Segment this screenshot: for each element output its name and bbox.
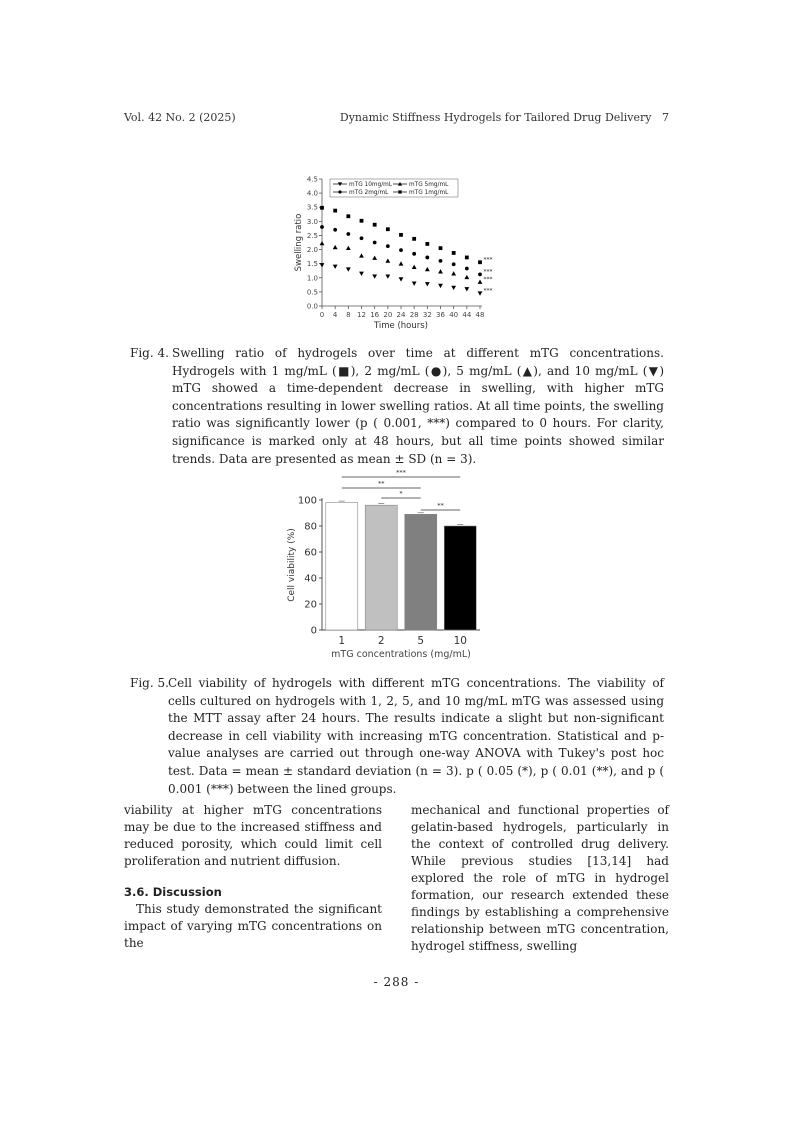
journal-volume: Vol. 42 No. 2 (2025) [124, 111, 236, 124]
data-point [451, 271, 456, 275]
y-tick-label: 0.5 [306, 288, 318, 297]
data-point [412, 252, 416, 256]
x-tick-label: 16 [370, 311, 380, 319]
data-point [478, 272, 482, 276]
data-point [373, 223, 377, 227]
y-tick-label: 0 [310, 625, 317, 637]
paragraph: mechanical and functional properties of gelatin-based hydrogels, particularly in the context of controlled drug delivery. While previous studies [13,14] had explored the role of mTG in hydrogel formation, our research extended these findings by establishing a comprehensive relationship between mTG concentration, hydrogel stiffness, swelling [411, 803, 669, 953]
legend-entry: mTG 10mg/mL [349, 182, 393, 189]
x-tick-label: 28 [409, 311, 419, 319]
data-point [451, 286, 456, 290]
data-point [439, 259, 443, 263]
y-tick-label: 2.0 [306, 246, 318, 255]
significance-label: *** [396, 468, 406, 477]
data-point [333, 228, 337, 232]
data-point [464, 287, 469, 291]
significance-label: *** [483, 256, 493, 264]
data-point [425, 256, 429, 260]
data-point [333, 245, 338, 249]
data-point [478, 260, 482, 264]
x-tick-label: 40 [449, 311, 459, 319]
legend-entry: mTG 5mg/mL [409, 182, 449, 189]
x-tick-label: 10 [453, 635, 467, 647]
data-point [439, 246, 443, 250]
data-point [373, 241, 377, 245]
data-point [372, 274, 377, 278]
bar [326, 503, 358, 630]
data-point [425, 282, 430, 286]
figure-5-label: Fig. 5. [130, 676, 169, 690]
legend-marker [398, 190, 401, 193]
data-point [320, 225, 324, 229]
data-point [465, 256, 469, 260]
x-tick-label: 32 [422, 311, 432, 319]
bar [444, 526, 476, 630]
y-tick-label: 1.5 [306, 260, 318, 269]
x-axis-title: mTG concentrations (mg/mL) [331, 649, 471, 660]
data-point [412, 265, 417, 269]
data-point [346, 214, 350, 218]
significance-label: * [399, 489, 403, 498]
data-point [346, 246, 351, 250]
x-tick-label: 5 [417, 635, 425, 647]
data-point [372, 256, 377, 260]
paragraph: This study demonstrated the significant impact of varying mTG concentrations on the [124, 902, 382, 950]
y-tick-label: 80 [304, 521, 317, 533]
legend-entry: mTG 2mg/mL [349, 190, 389, 197]
significance-label: *** [483, 268, 493, 276]
data-point [438, 284, 443, 288]
data-point [399, 277, 404, 281]
x-tick-label: 36 [436, 311, 445, 319]
y-tick-label: 100 [297, 495, 317, 507]
x-tick-label: 24 [396, 311, 406, 319]
data-point [333, 209, 337, 213]
y-tick-label: 2.5 [306, 231, 318, 240]
x-tick-label: 0 [319, 311, 325, 319]
data-point [478, 280, 483, 284]
significance-label: ** [437, 501, 444, 510]
x-tick-label: 8 [346, 311, 351, 319]
legend-entry: mTG 1mg/mL [409, 190, 449, 197]
y-tick-label: 3.5 [306, 203, 318, 212]
x-tick-label: 1 [338, 635, 346, 647]
x-tick-label: 4 [332, 311, 338, 319]
data-point [452, 251, 456, 255]
paragraph: viability at higher mTG concentrations may be due to the increased stiffness and reduced porosity, which could limit cell proliferation and nutrient diffusion. [124, 803, 382, 868]
figure-4-caption [130, 345, 664, 468]
running-title: Dynamic Stiffness Hydrogels for Tailored Drug Delivery 7 [339, 111, 669, 124]
page-number: - 288 - [373, 975, 420, 989]
y-tick-label: 20 [304, 599, 317, 611]
significance-label: *** [483, 287, 493, 295]
data-point [464, 275, 469, 279]
data-point [385, 258, 390, 262]
legend-marker [338, 190, 341, 193]
y-tick-label: 1.0 [306, 274, 318, 283]
data-point [346, 267, 351, 271]
y-tick-label: 40 [304, 573, 317, 585]
data-point [386, 244, 390, 248]
significance-label: *** [483, 276, 493, 284]
data-point [385, 274, 390, 278]
x-tick-label: 48 [475, 311, 485, 319]
figure-4-label: Fig. 4. [130, 346, 169, 360]
data-point [425, 267, 430, 271]
x-tick-label: 20 [383, 311, 393, 319]
data-point [399, 261, 404, 265]
figure-5-caption [130, 675, 664, 798]
y-tick-label: 3.0 [306, 217, 318, 226]
data-point [360, 219, 364, 223]
data-point [452, 262, 456, 266]
data-point [346, 232, 350, 236]
x-tick-label: 44 [462, 311, 472, 319]
data-point [320, 263, 325, 267]
data-point [425, 242, 429, 246]
figure-4-caption-text: Swelling ratio of hydrogels over time at different mTG concentrations. Hydrogels with 1 mg/mL (■), 2 mg/mL (●), 5 mg/mL (▲), and 10 mg/mL (▼) mTG showed a time-dependent decrease in swelling, with higher mTG concentrations resulting in lower swelling ratios. At all time points, the swelling ratio was significantly lower (p ( 0.001, ***) compared to 0 hours. For clarity, significance is marked only at 48 hours, but all time points showed similar trends. Data are presented as mean ± SD (n = 3). [172, 346, 664, 466]
data-point [465, 267, 469, 271]
right-column [411, 802, 669, 955]
y-tick-label: 0.0 [306, 302, 318, 311]
y-tick-label: 4.0 [306, 189, 318, 198]
data-point [438, 269, 443, 273]
data-point [359, 272, 364, 276]
y-tick-label: 4.5 [306, 175, 318, 184]
bar [405, 514, 437, 630]
y-tick-label: 60 [304, 547, 317, 559]
data-point [320, 241, 325, 245]
data-point [386, 227, 390, 231]
data-point [412, 237, 416, 241]
bar [365, 505, 397, 630]
section-heading: 3.6. Discussion [124, 885, 222, 899]
left-column [124, 802, 382, 952]
figure-5-caption-text: Cell viability of hydrogels with different mTG concentrations. The viability of cells cultured on hydrogels with 1, 2, 5, and 10 mg/mL mTG was assessed using the MTT assay after 24 hours. The results indicate a slight but non-significant decrease in cell viability with increasing mTG concentration. Statistical and p-value analyses are carried out through one-way ANOVA with Tukey's post hoc test. Data = mean ± standard deviation (n = 3). p ( 0.05 (*), p ( 0.01 (**), and p ( 0.001 (***) between the lined groups. [168, 676, 664, 796]
significance-label: ** [378, 479, 385, 488]
data-point [412, 282, 417, 286]
x-axis-title: Time (hours) [373, 321, 429, 331]
x-tick-label: 2 [377, 635, 385, 647]
y-axis-title: Cell viability (%) [287, 528, 297, 602]
data-point [478, 291, 483, 295]
figure-4-swelling-chart [280, 172, 500, 337]
data-point [399, 248, 403, 252]
data-point [360, 236, 364, 240]
data-point [333, 265, 338, 269]
figure-5-viability-chart [280, 465, 500, 665]
x-tick-label: 12 [357, 311, 366, 319]
data-point [359, 253, 364, 257]
data-point [399, 233, 403, 237]
y-axis-title: Swelling ratio [294, 213, 304, 272]
data-point [320, 206, 324, 210]
